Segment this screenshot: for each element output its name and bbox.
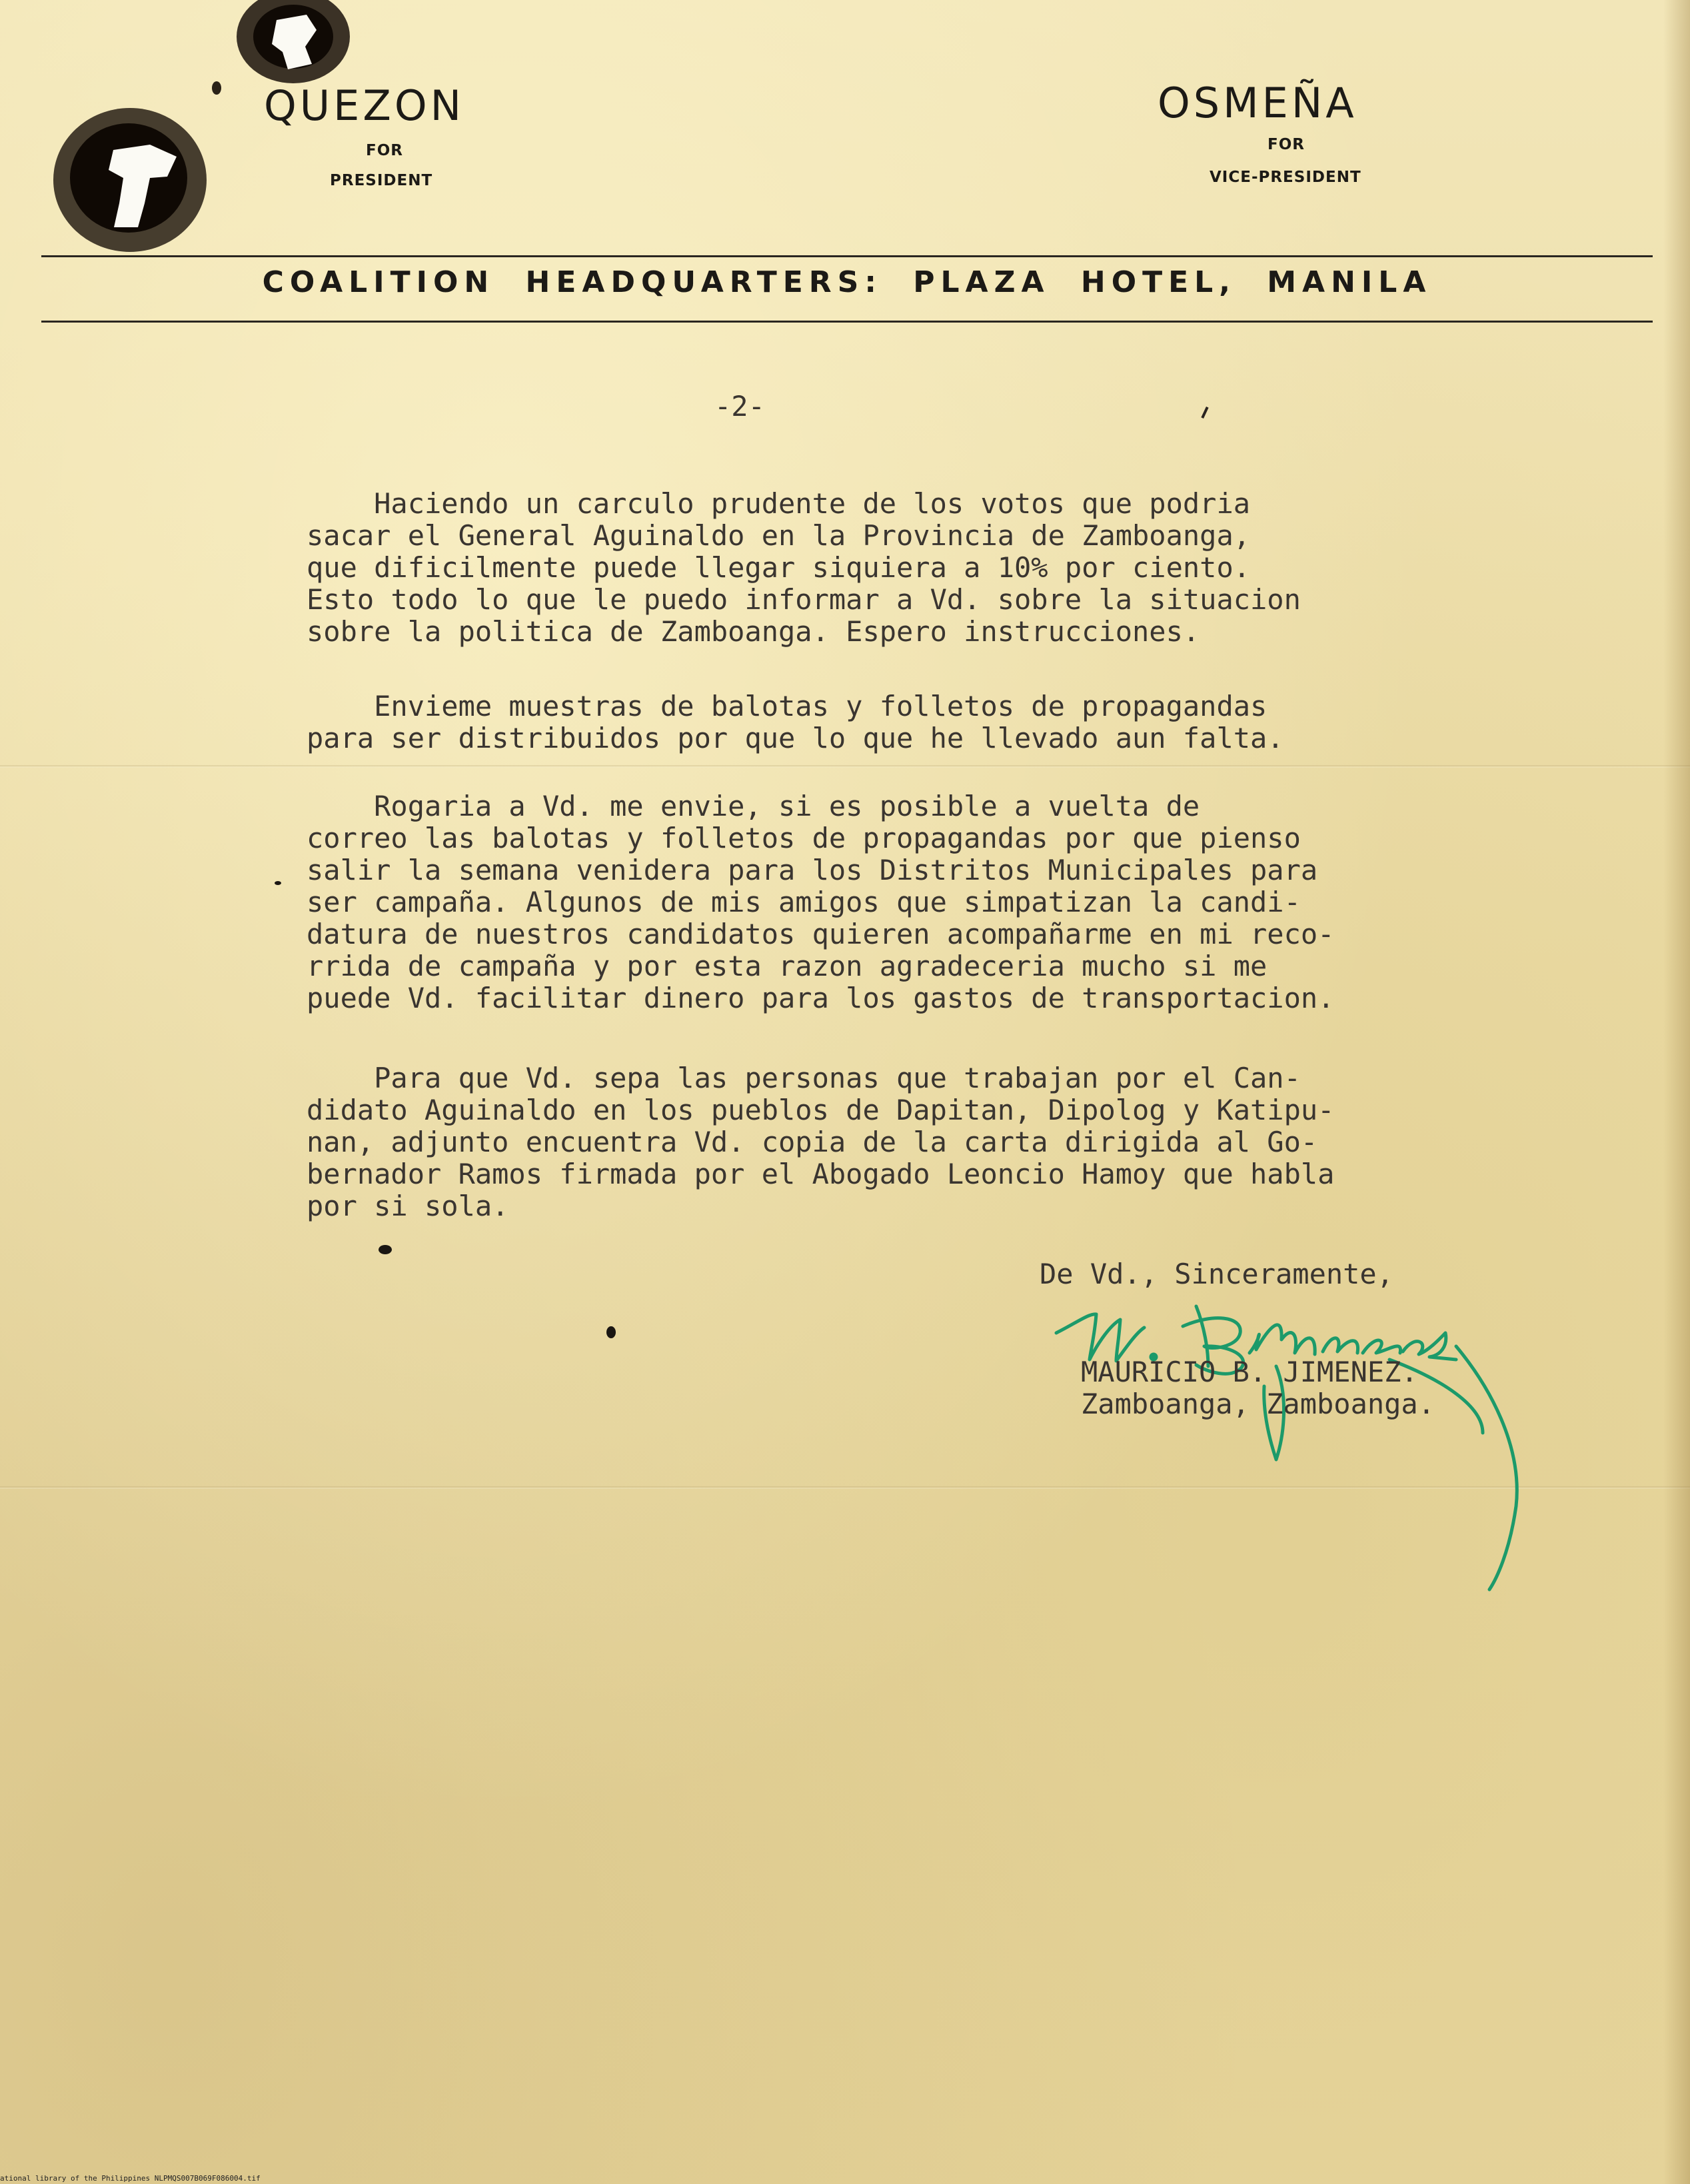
text-line: correo las balotas y folletos de propagandas por que pienso	[307, 822, 1301, 854]
paragraph-1	[307, 488, 1301, 648]
left-candidate-office: PRESIDENT	[330, 172, 433, 189]
text-line: por si sola.	[307, 1190, 509, 1222]
text-line: salir la semana venidera para los Distritos Municipales para	[307, 854, 1318, 886]
text-line: sobre la politica de Zamboanga. Espero instrucciones.	[307, 615, 1200, 648]
text-line: puede Vd. facilitar dinero para los gastos de transportacion.	[307, 982, 1335, 1014]
right-candidate-name: OSMEÑA	[1158, 79, 1357, 127]
headquarters-line: COALITION HEADQUARTERS: PLAZA HOTEL, MANILA	[262, 265, 1432, 299]
paper-edge-shadow	[1663, 0, 1690, 2184]
letterhead-rule-top	[41, 255, 1653, 257]
text-line: para ser distribuidos por que lo que he llevado aun falta.	[307, 722, 1284, 754]
text-line: que dificilmente puede llegar siquiera a 10% por ciento.	[307, 551, 1251, 584]
text-line: ser campaña. Algunos de mis amigos que simpatizan la candi-	[307, 886, 1301, 918]
text-line: Rogaria a Vd. me envie, si es posible a vuelta de	[307, 790, 1200, 822]
text-line: didato Aguinaldo en los pueblos de Dapitan, Dipolog y Katipu-	[307, 1094, 1335, 1126]
text-line: Envieme muestras de balotas y folletos de propagandas	[307, 690, 1268, 722]
closing-salutation: De Vd., Sinceramente,	[1040, 1258, 1394, 1290]
paragraph-3	[307, 790, 1334, 1014]
text-line: bernador Ramos firmada por el Abogado Leoncio Hamoy que habla	[307, 1158, 1335, 1190]
signatory-location: Zamboanga, Zamboanga.	[1081, 1388, 1435, 1420]
paper-fold-line	[0, 765, 1690, 768]
right-candidate-for: FOR	[1268, 136, 1305, 153]
ink-speck	[212, 81, 221, 95]
ink-speck	[379, 1245, 392, 1254]
signatory-name: MAURICIO B. JIMENEZ.	[1081, 1356, 1418, 1388]
paragraph-2	[307, 690, 1284, 754]
page-number: -2-	[714, 390, 765, 423]
right-candidate-office: VICE-PRESIDENT	[1210, 169, 1361, 186]
ink-speck	[606, 1326, 616, 1338]
left-candidate-name: QUEZON	[264, 81, 465, 130]
text-line: sacar el General Aguinaldo en la Provincia de Zamboanga,	[307, 519, 1251, 552]
paragraph-4	[307, 1062, 1334, 1222]
scan-caption: ational library of the Philippines NLPMQS007B069F086004.tif	[0, 2174, 261, 2183]
text-line: Esto todo lo que le puedo informar a Vd. sobre la situacion	[307, 583, 1301, 616]
ink-speck	[275, 881, 281, 885]
text-line: Para que Vd. sepa las personas que trabajan por el Can-	[307, 1062, 1301, 1094]
handwritten-signature	[1030, 1286, 1536, 1593]
text-line: datura de nuestros candidatos quieren acompañarme en mi reco-	[307, 918, 1335, 950]
text-line: Haciendo un carculo prudente de los votos que podria	[307, 487, 1251, 520]
burn-hole-top	[227, 0, 353, 93]
letterhead-rule-bottom	[41, 321, 1653, 323]
text-line: nan, adjunto encuentra Vd. copia de la carta dirigida al Go-	[307, 1126, 1318, 1158]
ink-speck	[1201, 407, 1208, 419]
burn-hole-left	[50, 103, 210, 257]
text-line: rrida de campaña y por esta razon agradeceria mucho si me	[307, 950, 1268, 982]
left-candidate-for: FOR	[366, 142, 403, 159]
